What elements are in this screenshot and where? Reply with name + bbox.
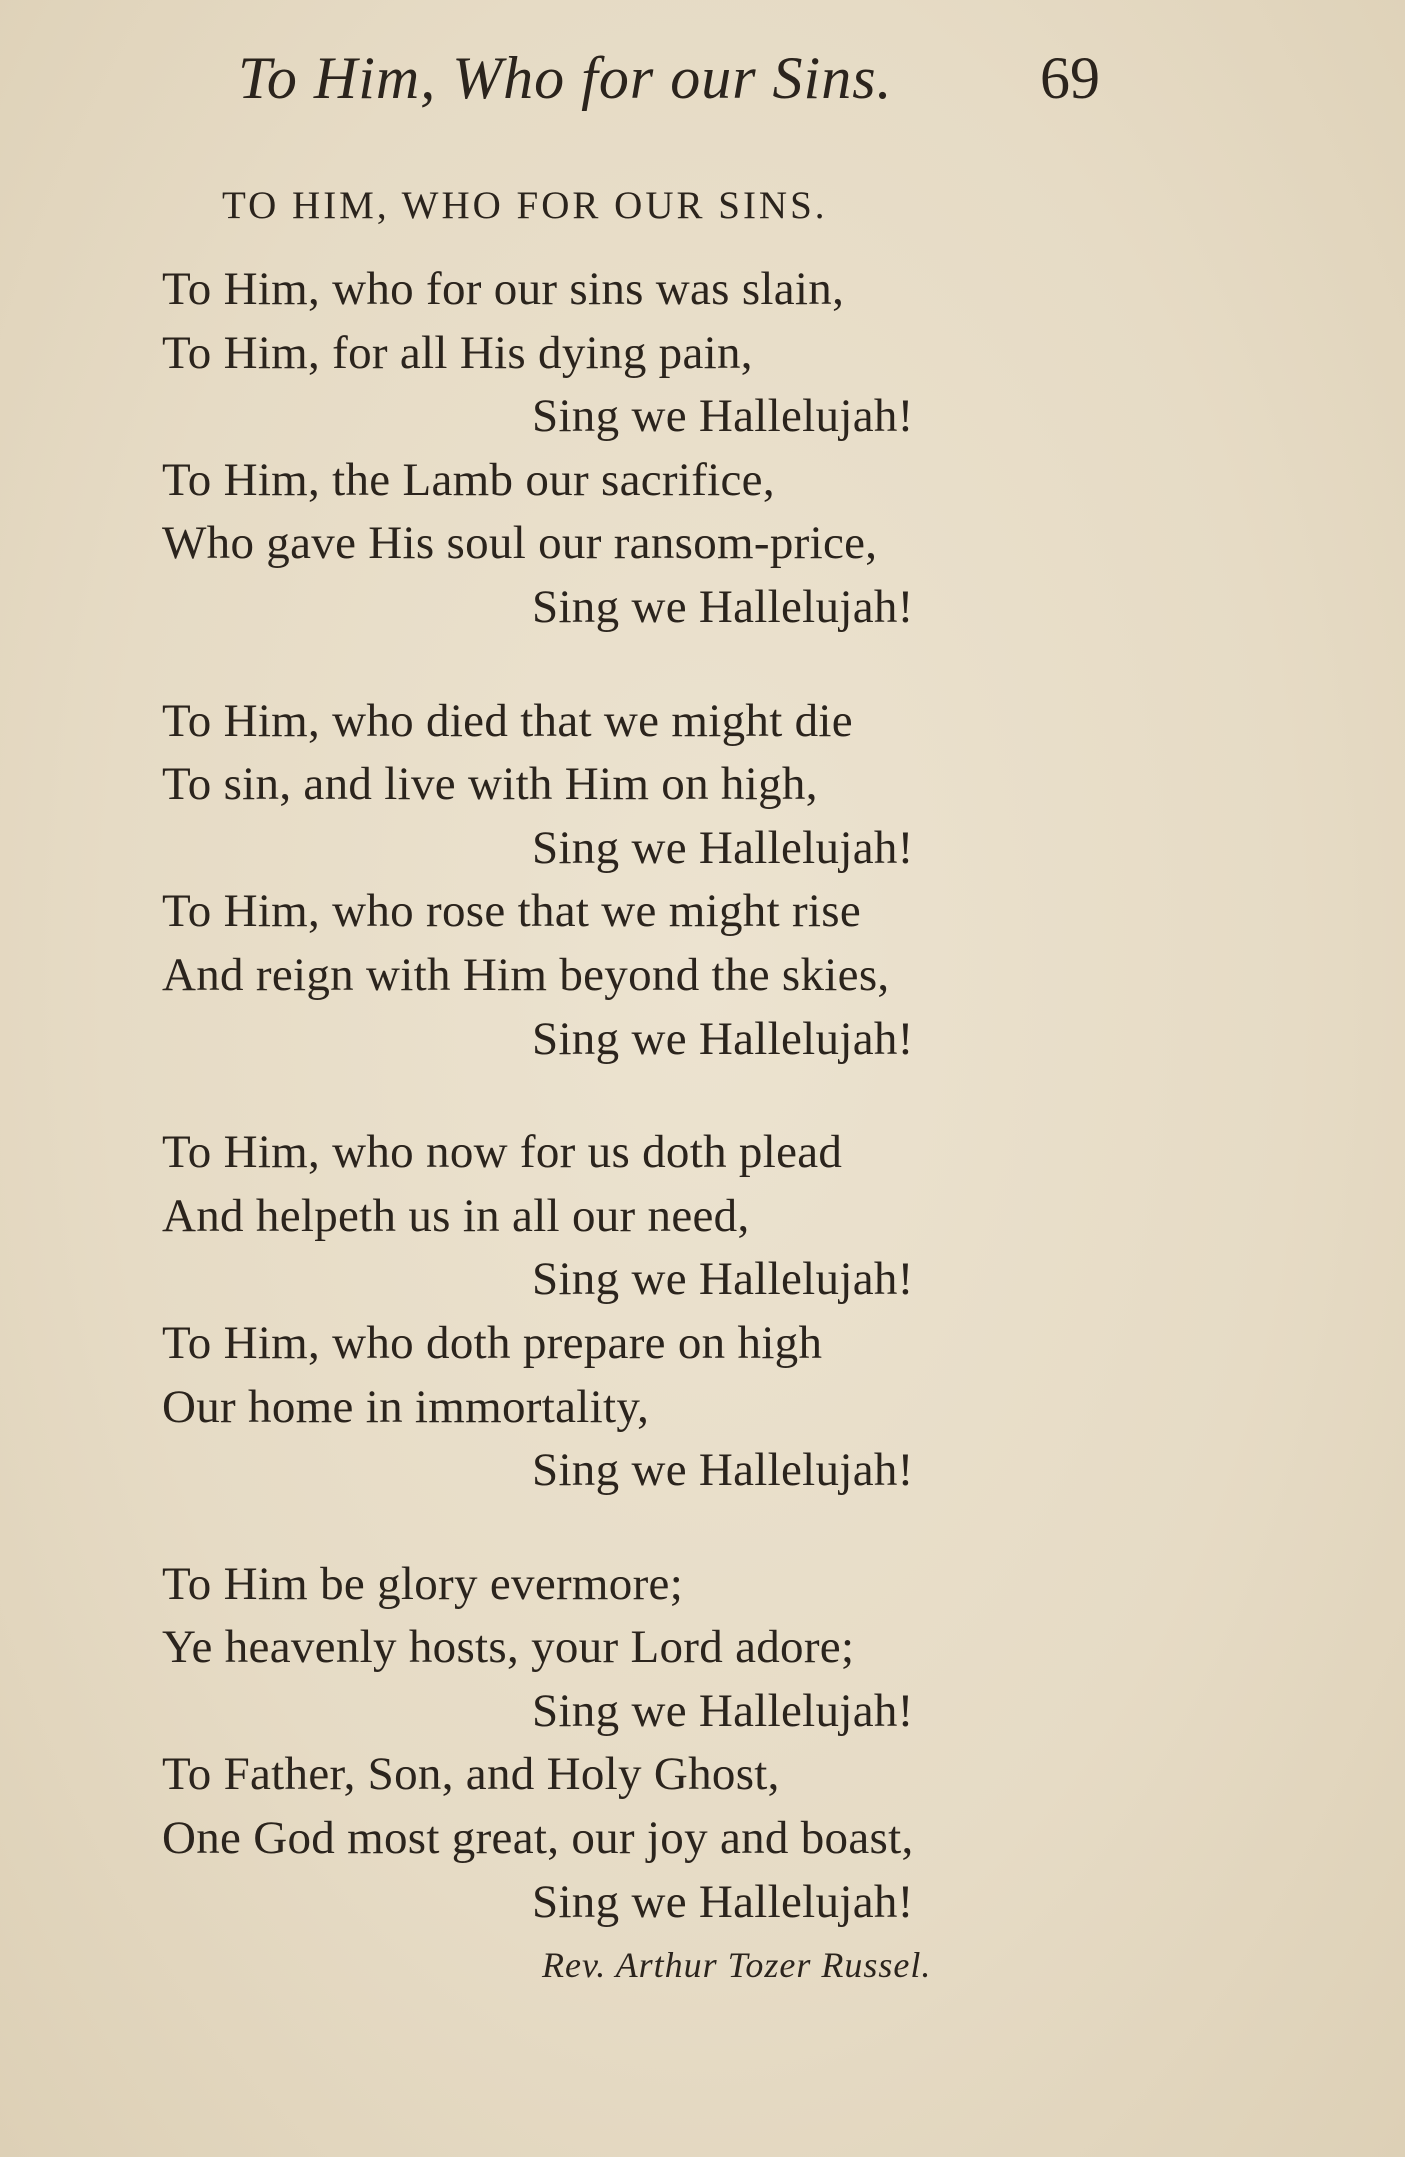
stanza-3: [162, 1121, 1162, 1503]
verse-line: To Him, who now for us doth plead: [162, 1126, 843, 1179]
verse-line: To sin, and live with Him on high,: [162, 758, 818, 811]
verse-line: And reign with Him beyond the skies,: [162, 948, 890, 1001]
verse-line: To Him be glory evermore;: [162, 1557, 684, 1610]
page-number: 69: [1040, 45, 1100, 111]
verse-line: Our home in immortality,: [162, 1380, 650, 1433]
poem-body: [162, 258, 1162, 1984]
verse-line: Who gave His soul our ransom-price,: [162, 517, 878, 570]
poem-title: TO HIM, WHO FOR OUR SINS.: [222, 184, 828, 227]
stanza-2: [162, 690, 1162, 1072]
verse-line: To Him, for all His dying pain,: [162, 326, 753, 379]
refrain-line: Sing we Hallelujah!: [532, 580, 914, 633]
verse-line: To Him, who died that we might die: [162, 694, 853, 747]
refrain-line: Sing we Hallelujah!: [532, 390, 914, 443]
running-title: To Him, Who for our Sins.: [238, 45, 893, 111]
verse-line: Ye heavenly hosts, your Lord adore;: [162, 1621, 855, 1674]
author-attribution: Rev. Arthur Tozer Russel.: [542, 1945, 932, 1985]
refrain-line: Sing we Hallelujah!: [532, 1875, 914, 1928]
refrain-line: Sing we Hallelujah!: [532, 1444, 914, 1497]
stanza-4: [162, 1553, 1162, 1935]
verse-line: One God most great, our joy and boast,: [162, 1812, 914, 1865]
refrain-line: Sing we Hallelujah!: [532, 1012, 914, 1065]
refrain-line: Sing we Hallelujah!: [532, 1684, 914, 1737]
verse-line: To Him, who doth prepare on high: [162, 1316, 823, 1369]
verse-line: To Him, who for our sins was slain,: [162, 263, 845, 315]
refrain-line: Sing we Hallelujah!: [532, 821, 914, 874]
running-head: [238, 44, 1100, 124]
verse-line: To Him, who rose that we might rise: [162, 885, 862, 938]
verse-line: To Father, Son, and Holy Ghost,: [162, 1748, 780, 1801]
verse-line: And helpeth us in all our need,: [162, 1189, 750, 1242]
refrain-line: Sing we Hallelujah!: [532, 1253, 914, 1306]
verse-line: To Him, the Lamb our sacrifice,: [162, 453, 775, 506]
stanza-1: [162, 258, 1162, 640]
